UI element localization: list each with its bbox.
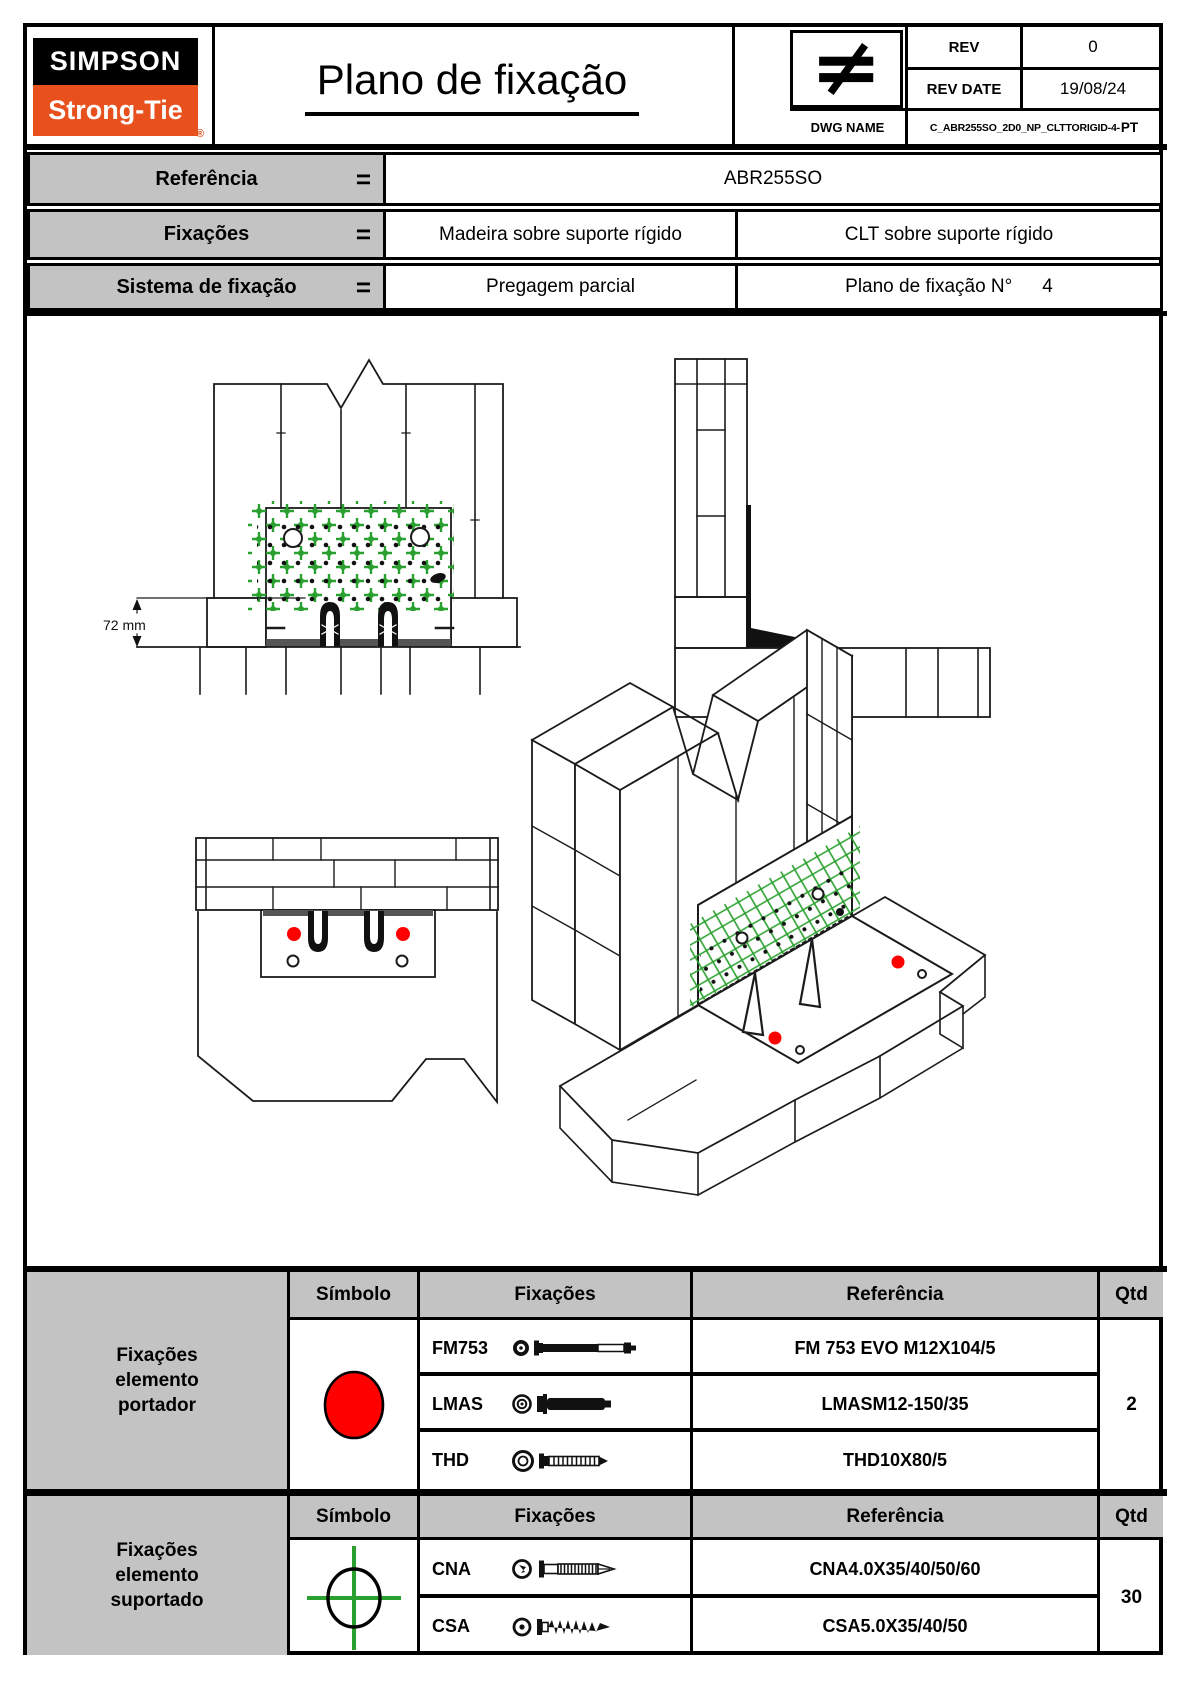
fixing-row-csa: [420, 1598, 693, 1655]
reference-row: [27, 152, 1163, 206]
header-referencia: Referência: [693, 1272, 1100, 1320]
fixing-ref-cna: CNA4.0X35/40/50/60: [693, 1540, 1100, 1598]
fixing-code: CNA: [432, 1558, 471, 1579]
equals-sign: =: [355, 163, 371, 194]
not-equal-icon: [790, 30, 903, 108]
bolt-hole: [411, 528, 429, 546]
suportado-symbol-cell: [290, 1540, 420, 1655]
portador-symbol-cell: [290, 1320, 420, 1489]
anchor-fixing-dot: [287, 927, 301, 941]
header-fixacoes: Fixações: [420, 1496, 693, 1540]
rev-date-value: 19/08/24: [1059, 79, 1127, 98]
portador-table: [27, 1272, 1163, 1489]
cna-nail-icon: [506, 1552, 668, 1586]
fixings-left-value: Madeira sobre suporte rígido: [386, 212, 738, 257]
bolt-hole: [284, 529, 302, 547]
anchor-fixing-dot: [892, 956, 905, 969]
fixing-row-lmas: [420, 1376, 693, 1432]
divider: [732, 27, 735, 144]
registered-mark: ®: [196, 128, 205, 140]
fixing-code: LMAS: [432, 1393, 483, 1414]
simpson-logo: SIMPSON: [33, 38, 198, 85]
plan-number-label: Plano de fixação N°: [845, 276, 1013, 297]
fixing-ref-lmas: LMASM12-150/35: [693, 1376, 1100, 1432]
reference-value: ABR255SO: [723, 168, 823, 189]
front-view-drawing: [103, 360, 520, 694]
angle-bracket-edge: [746, 505, 819, 648]
lmas-fastener-icon: [506, 1387, 668, 1421]
dimension-label: 72 mm: [103, 617, 146, 633]
green-crosshair-symbol-icon: [299, 1542, 409, 1654]
reference-label: Referência: [155, 167, 258, 190]
page-title: [215, 27, 729, 144]
fixing-code: FM753: [432, 1337, 489, 1358]
header-fixacoes: Fixações: [420, 1272, 693, 1320]
suportado-table: [27, 1496, 1163, 1655]
fixing-code: THD: [432, 1450, 469, 1470]
technical-drawing: [27, 316, 1163, 1266]
rev-value: 0: [1088, 37, 1098, 56]
rev-label: REV: [948, 38, 980, 56]
fixing-row-thd: [420, 1432, 693, 1489]
header-simbolo: Símbolo: [290, 1272, 420, 1320]
reference-label-cell: [30, 155, 386, 203]
portador-table-label: Fixações elemento portador: [27, 1272, 290, 1489]
plan-view-drawing: [196, 838, 498, 1102]
header-referencia: Referência: [693, 1496, 1100, 1540]
dwg-name-value: [905, 111, 1163, 144]
csa-screw-icon: [506, 1610, 668, 1644]
fixing-ref-fm753: FM 753 EVO M12X104/5: [693, 1320, 1100, 1376]
rev-date-label: REV DATE: [926, 80, 1002, 98]
section-divider: [23, 1489, 1167, 1496]
fixing-system-left-value: Pregagem parcial: [386, 266, 738, 308]
plan-number-cell: [738, 266, 1160, 308]
suportado-table-label: Fixações elemento suportado: [27, 1496, 290, 1655]
header-qtd: Qtd: [1100, 1272, 1163, 1320]
fixing-system-label-cell: [30, 266, 386, 308]
fixing-system-row: [27, 263, 1163, 311]
dwg-language-code: PT: [1120, 120, 1139, 135]
page-title-text: Plano de fixação: [305, 56, 640, 116]
fixing-ref-csa: CSA5.0X35/40/50: [693, 1598, 1100, 1655]
fixing-system-label: Sistema de fixação: [116, 275, 297, 298]
header-qtd: Qtd: [1100, 1496, 1163, 1540]
fixing-code: CSA: [432, 1616, 471, 1636]
plan-number-value: 4: [1042, 276, 1053, 297]
fixing-ref-thd: THD10X80/5: [693, 1432, 1100, 1489]
fixings-label-cell: [30, 212, 386, 257]
header-simbolo: Símbolo: [290, 1496, 420, 1540]
equals-sign: =: [355, 271, 371, 302]
section-divider: [23, 144, 1167, 150]
fixings-row: [27, 209, 1163, 260]
equals-sign: =: [355, 219, 371, 249]
fixings-right-value: CLT sobre suporte rígido: [844, 223, 1054, 245]
red-circle-symbol-icon: [299, 1340, 409, 1470]
anchor-fixing-dot: [396, 927, 410, 941]
thd-fastener-icon: [506, 1444, 668, 1478]
fixings-label: Fixações: [163, 223, 250, 245]
fm753-fastener-icon: [506, 1331, 668, 1365]
portador-qty: 2: [1126, 1393, 1137, 1415]
fixing-row-cna: [420, 1540, 693, 1598]
strongtie-logo: Strong-Tie: [33, 85, 198, 136]
fixing-row-fm753: [420, 1320, 693, 1376]
isometric-view-drawing: [532, 630, 985, 1195]
dwg-name-label: DWG NAME: [810, 120, 885, 135]
anchor-fixing-dot: [769, 1032, 782, 1045]
suportado-qty: 30: [1120, 1586, 1143, 1608]
dwg-file-name: C_ABR255SO_2D0_NP_CLTTORIGID-4-: [929, 121, 1120, 134]
